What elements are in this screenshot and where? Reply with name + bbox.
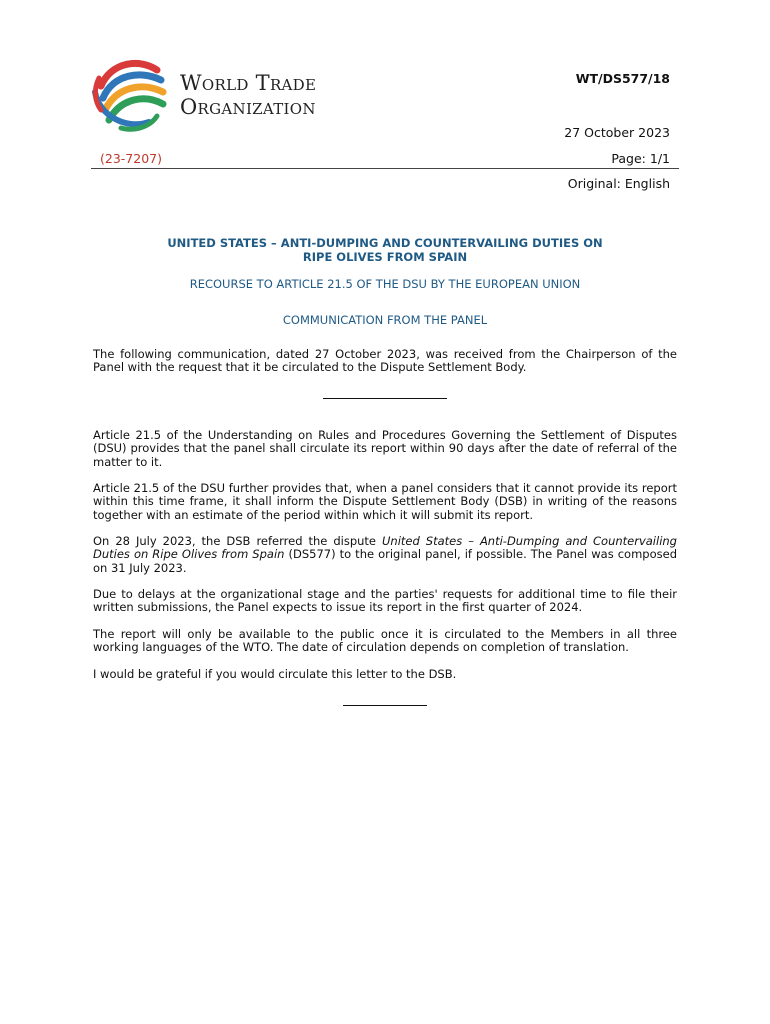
wto-logo xyxy=(91,56,341,132)
body-paragraph-1: Article 21.5 of the Understanding on Rules and Procedures Governing the Settlement of Disputes (DSU) provides that the panel shall circulate its report within 90 days after the date of referral of the matter to it. xyxy=(93,428,677,469)
header-rule xyxy=(91,168,679,169)
wto-wordmark-line1: World Trade xyxy=(180,71,317,95)
body-paragraph-3 xyxy=(93,535,677,575)
p3-start: On 28 July 2023, the DSB referred the dispute xyxy=(93,534,382,548)
document-title xyxy=(91,236,679,264)
original-language: Original: English xyxy=(567,176,670,191)
document-date: 27 October 2023 xyxy=(564,125,670,140)
document-symbol: WT/DS577/18 xyxy=(575,71,670,86)
page-number: Page: 1/1 xyxy=(611,151,670,166)
communication-heading: COMMUNICATION FROM THE PANEL xyxy=(282,313,488,327)
dispute-title: United States – Anti-Dumping and Countervailing Duties on Ripe Olives from Spain xyxy=(93,534,677,562)
body-paragraph-6: I would be grateful if you would circulate this letter to the DSB. xyxy=(93,667,457,681)
body-paragraph-2: Article 21.5 of the DSU further provides that, when a panel considers that it cannot provide its report within this time frame, it shall inform the Dispute Settlement Body (DSB) in writing of the reasons together with an estimate of the period within which it will submit its report. xyxy=(93,481,677,522)
wto-wordmark xyxy=(180,71,316,119)
recourse-heading: RECOURSE TO ARTICLE 21.5 OF THE DSU BY THE EUROPEAN UNION xyxy=(189,277,581,291)
job-number: (23-7207) xyxy=(100,151,162,166)
p3-end: (DS577) to the original panel, if possible. The Panel was composed on 31 July 2023. xyxy=(93,547,677,575)
wto-wordmark-line2: Organization xyxy=(180,95,316,119)
title-line-2: RIPE OLIVES FROM SPAIN xyxy=(302,250,468,264)
body-paragraph-4: Due to delays at the organizational stage and the parties' requests for additional time to file their written submissions, the Panel expects to issue its report in the first quarter of 2024. xyxy=(93,587,677,615)
intro-paragraph: The following communication, dated 27 October 2023, was received from the Chairperson of the Panel with the request that it be circulated to the Dispute Settlement Body. xyxy=(93,347,677,375)
separator-line xyxy=(323,398,447,399)
end-separator-line xyxy=(343,705,427,706)
body-paragraph-5: The report will only be available to the public once it is circulated to the Members in all three working languages of the WTO. The date of circulation depends on completion of translation. xyxy=(93,627,677,655)
title-line-1: UNITED STATES – ANTI-DUMPING AND COUNTERVAILING DUTIES ON xyxy=(167,236,603,250)
wto-logo-icon xyxy=(91,56,177,132)
